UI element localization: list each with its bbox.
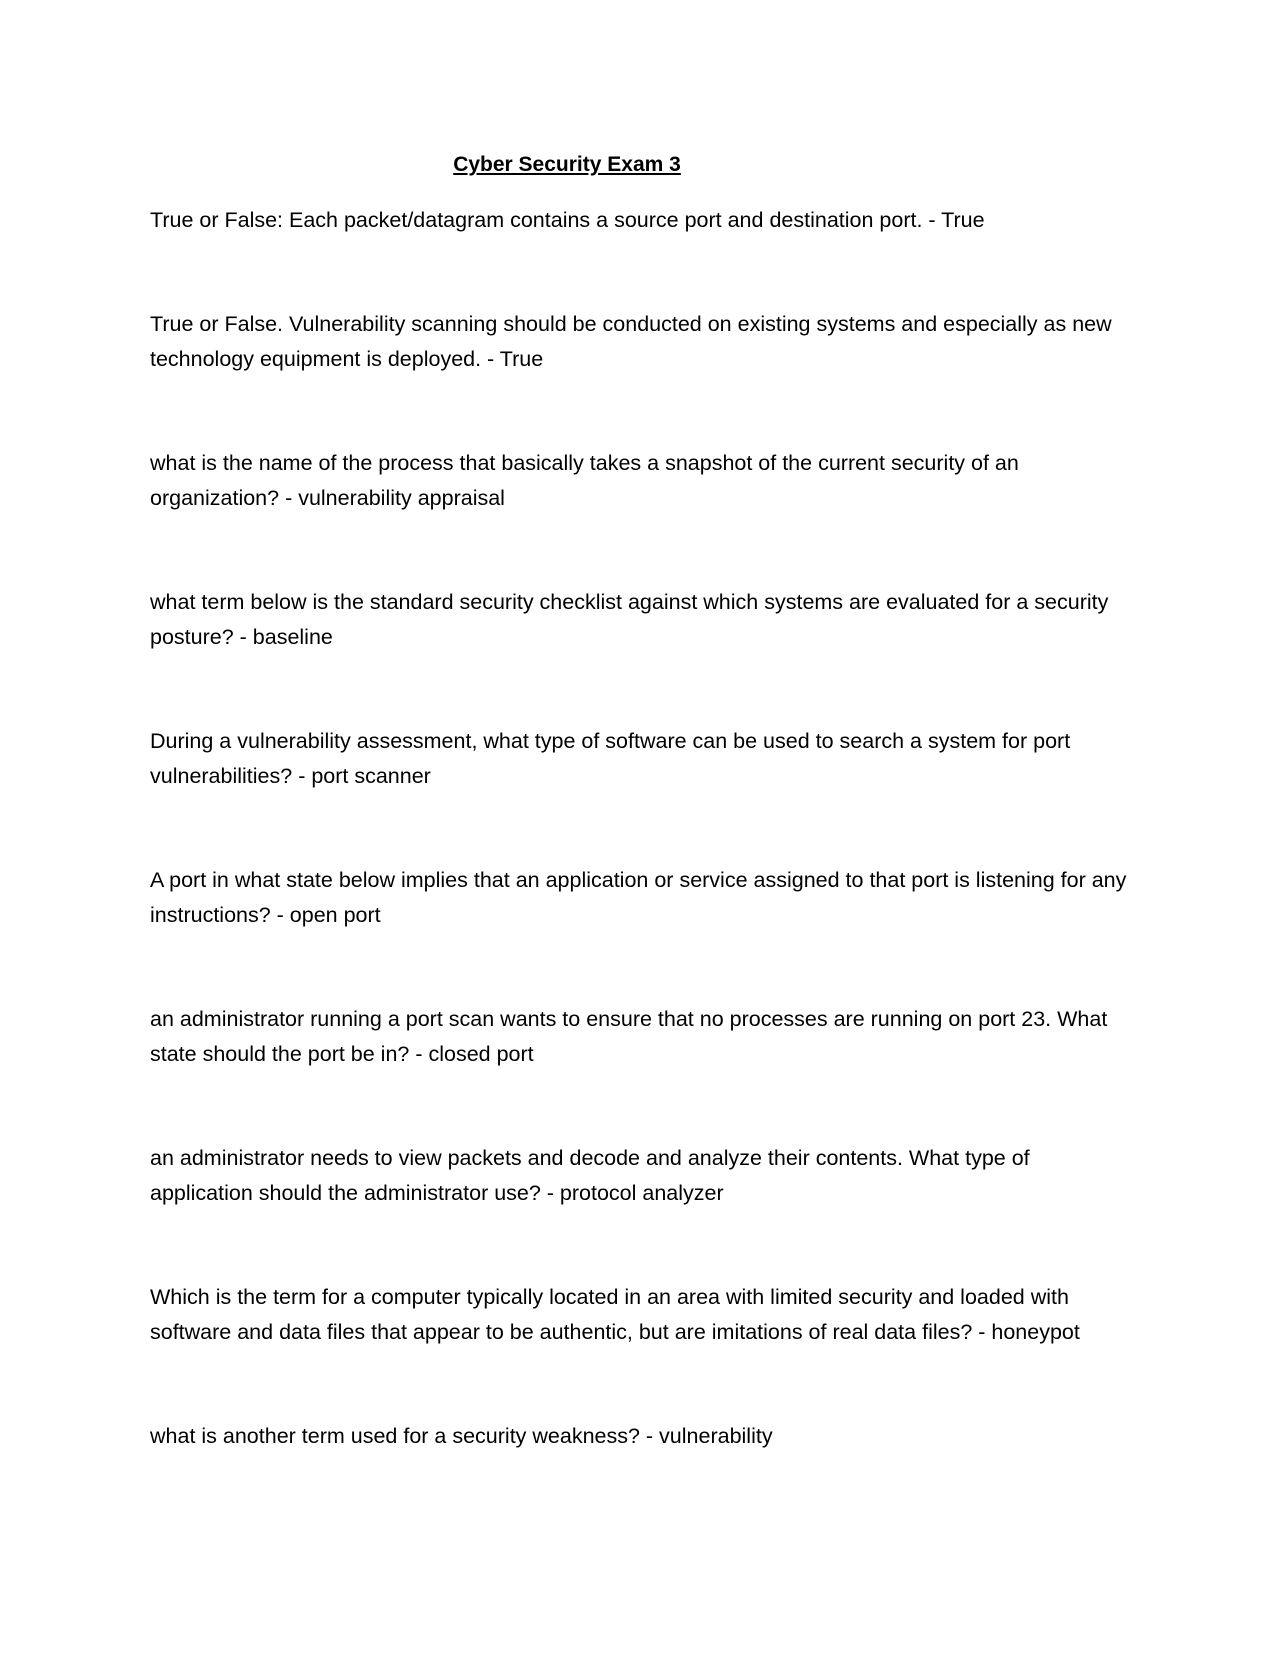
question-list xyxy=(150,203,1130,1523)
question-item-1: True or False: Each packet/datagram contains a source port and destination port. - True xyxy=(150,208,985,232)
question-item-2: True or False. Vulnerability scanning should be conducted on existing systems and especially as new technology equipment is deployed. - True xyxy=(150,312,1112,371)
question-item-6: A port in what state below implies that an application or service assigned to that port is listening for any instructions? - open port xyxy=(150,868,1127,927)
document-title: Cyber Security Exam 3 xyxy=(453,153,681,176)
question-item-3: what is the name of the process that basically takes a snapshot of the current security of an organization? - vulnerability appraisal xyxy=(150,451,1019,510)
question-item-7: an administrator running a port scan wants to ensure that no processes are running on port 23. What state should the port be in? - closed port xyxy=(150,1007,1108,1066)
question-item-9: Which is the term for a computer typically located in an area with limited security and loaded with software and data files that appear to be authentic, but are imitations of real data files? - honeypot xyxy=(150,1285,1080,1344)
question-item-10: what is another term used for a security weakness? - vulnerability xyxy=(150,1424,773,1448)
question-item-5: During a vulnerability assessment, what type of software can be used to search a system for port vulnerabilities? - port scanner xyxy=(150,729,1071,788)
question-item-4: what term below is the standard security checklist against which systems are evaluated for a security posture? - baseline xyxy=(150,590,1109,649)
question-item-8: an administrator needs to view packets and decode and analyze their contents. What type of application should the administrator use? - protocol analyzer xyxy=(150,1146,1030,1205)
